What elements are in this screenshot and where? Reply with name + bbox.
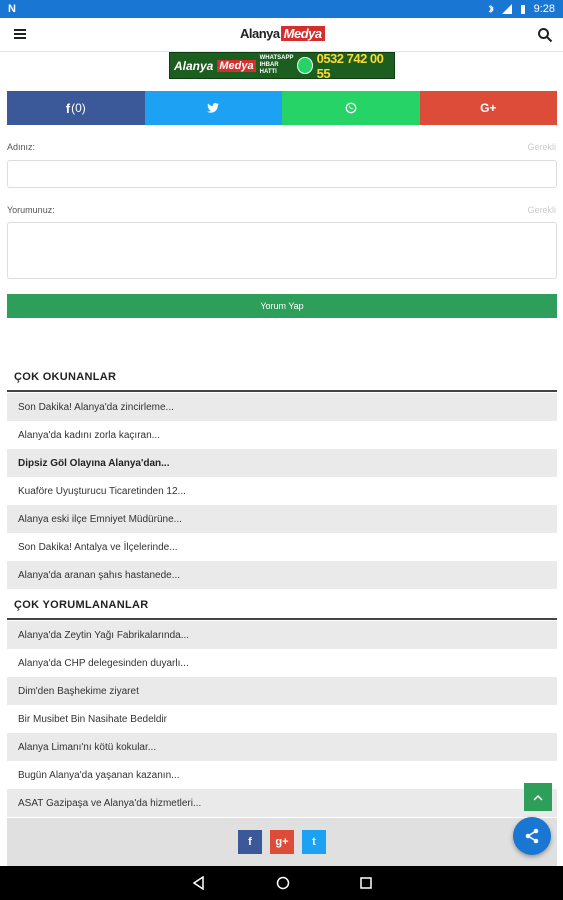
signal-icon [502,4,512,14]
googleplus-share-button[interactable] [420,91,558,125]
list-item[interactable]: Bir Musibet Bin Nasihate Bedeldir [18,713,167,725]
logo-medya: Medya [281,26,325,41]
googleplus-icon: G+ [480,101,497,115]
share-icon [524,828,540,844]
list-item[interactable]: Alanya'da CHP delegesinden duyarlı... [18,657,189,669]
list-item[interactable]: Son Dakika! Antalya ve İlçelerinde... [18,541,178,553]
facebook-icon: f [65,100,71,116]
footer-googleplus-button[interactable]: g+ [270,830,294,854]
status-time: 9:28 [533,3,555,15]
status-bar [0,0,563,18]
footer-social [7,818,557,866]
most-commented-list [7,621,557,817]
app-bar [0,18,563,52]
whatsapp-icon [297,57,312,74]
logo-alanya: Alanya [240,26,280,41]
most-commented-divider [7,618,557,620]
home-icon[interactable] [276,876,290,890]
share-fab[interactable] [513,817,551,855]
system-nav-bar [0,866,563,900]
list-item[interactable]: Alanya'da kadını zorla kaçıran... [18,429,160,441]
whatsapp-icon [345,102,357,114]
list-item[interactable]: Son Dakika! Alanya'da zincirleme... [7,393,557,421]
banner-medya: Medya [219,59,254,72]
list-item[interactable]: ASAT Gazipaşa ve Alanya'da hizmetleri... [7,789,557,817]
list-item[interactable]: Alanya eski ilçe Emniyet Müdürüne... [7,505,557,533]
recents-icon[interactable] [360,877,372,889]
site-logo[interactable] [240,26,325,41]
list-item[interactable]: Alanya'da aranan şahıs hastanede... [7,561,557,589]
facebook-share-button[interactable] [7,91,145,125]
name-label: Adınız: [7,142,36,152]
list-item[interactable]: Dim'den Başhekime ziyaret [7,677,557,705]
scroll-top-button[interactable] [524,783,552,811]
share-buttons [7,91,557,125]
list-item[interactable]: Kuaföre Uyuşturucu Ticaretinden 12... [18,485,186,497]
chevron-up-icon [533,794,543,801]
twitter-icon [207,103,219,113]
back-icon[interactable] [192,876,206,890]
name-required: Gerekli [527,142,556,152]
list-item[interactable]: Alanya'da Zeytin Yağı Fabrikalarında... [7,621,557,649]
facebook-share-count: (0) [71,101,86,115]
twitter-share-button[interactable] [145,91,283,125]
most-read-list [7,393,557,589]
banner-phone: 0532 742 00 55 [316,50,384,81]
footer-twitter-button[interactable]: t [302,830,326,854]
banner-whatsapp-text: WHATSAPP IHBAR HATTI [259,55,294,75]
banner-alanya: Alanya [174,58,214,73]
list-item[interactable]: Bugün Alanya'da yaşanan kazanın... [18,769,180,781]
menu-icon[interactable] [14,29,26,39]
most-read-divider [7,390,557,392]
most-commented-title: ÇOK YORUMLANANLAR [14,599,149,611]
comment-required: Gerekli [527,205,556,215]
comment-textarea[interactable] [7,222,557,279]
search-icon[interactable] [537,27,553,43]
list-item[interactable]: Dipsiz Göl Olayına Alanya'dan... [7,449,557,477]
notification-icon: N [8,3,16,15]
name-input[interactable] [7,160,557,188]
list-item[interactable]: Alanya Limanı'nı kötü kokular... [7,733,557,761]
whatsapp-share-button[interactable] [282,91,420,125]
submit-comment-button[interactable]: Yorum Yap [7,294,557,318]
battery-icon [518,4,528,14]
most-read-title: ÇOK OKUNANLAR [14,371,117,383]
footer-facebook-button[interactable]: f [238,830,262,854]
bluetooth-icon [486,4,496,14]
comment-label: Yorumunuz: [7,205,55,215]
whatsapp-banner[interactable] [169,52,395,79]
